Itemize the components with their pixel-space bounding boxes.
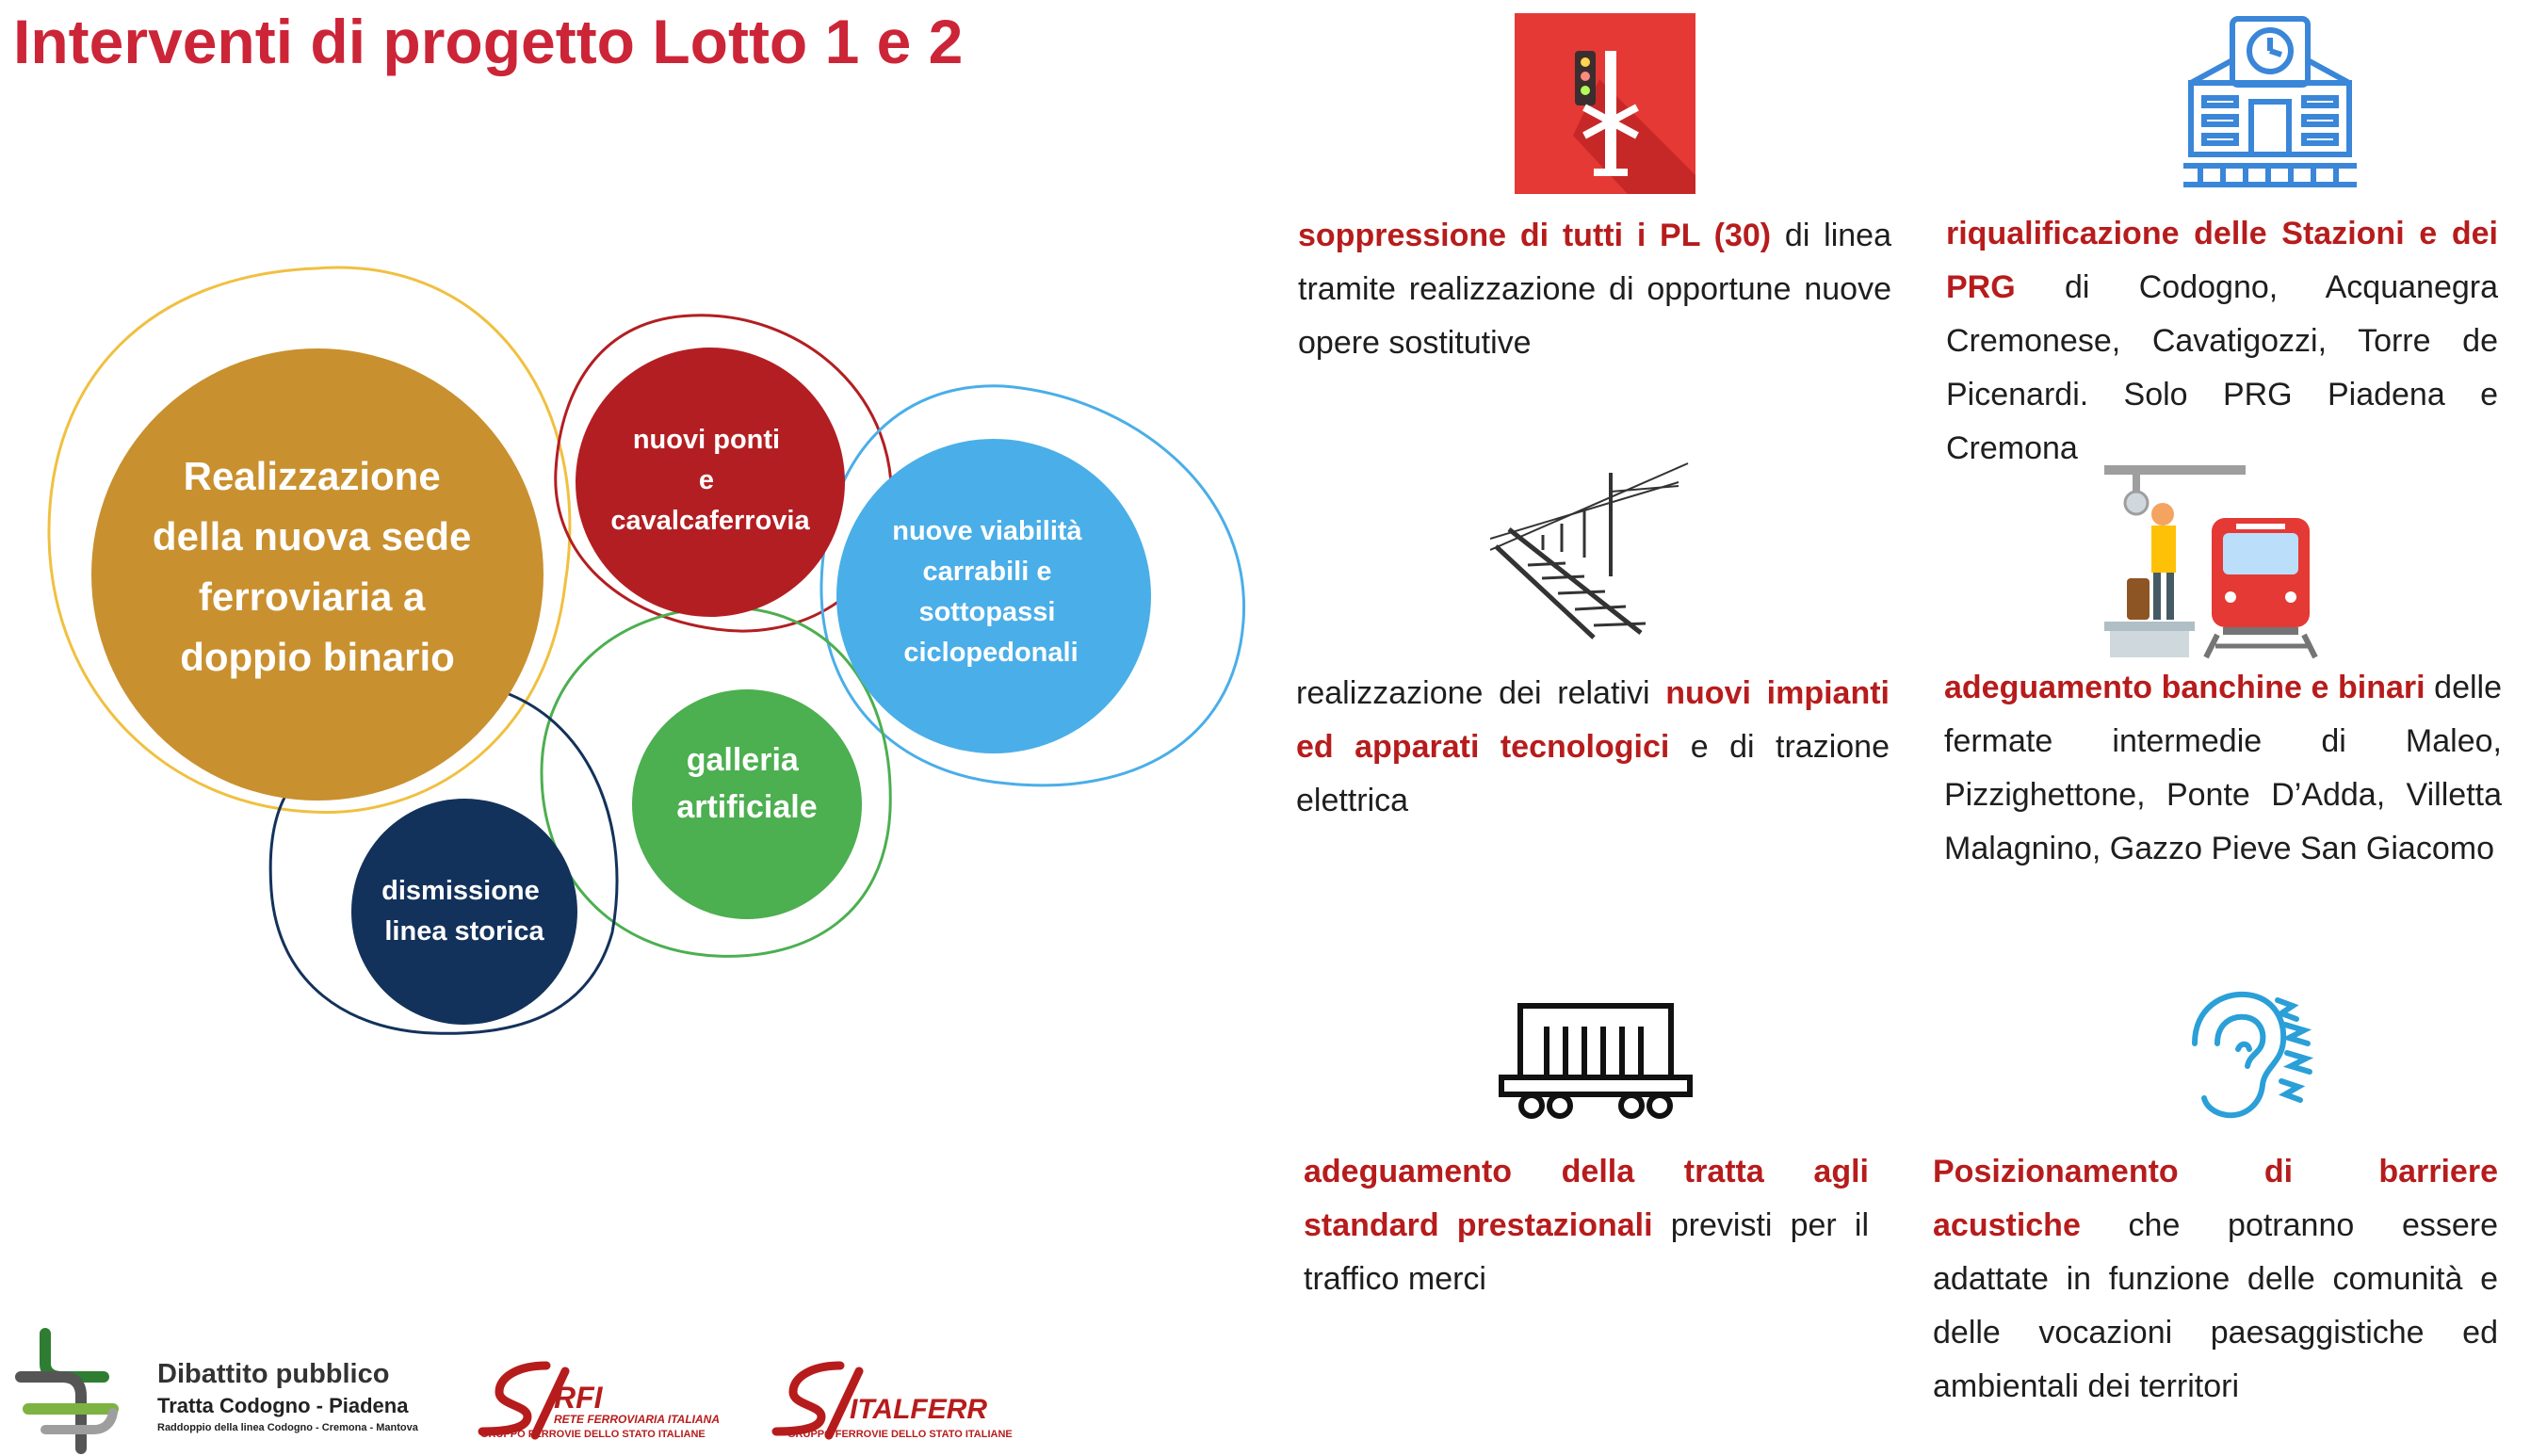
platforms-body: delle fermate intermedie di Maleo, Pizzighettone, Ponte D’Adda, Villetta Malagnino, Gazzo Pieve San Giacomo (1944, 670, 2502, 866)
debate-title: Dibattito pubblico (157, 1359, 390, 1389)
freight-body: previsti per il traffico merci (1304, 1207, 1870, 1297)
tunnel-circle-label: galleria artificiale (676, 742, 818, 825)
debate-subtitle-small: Raddoppio della linea Codogno - Cremona - Mantova (157, 1422, 418, 1433)
platforms-text (1944, 661, 2502, 876)
rfi-name: RFI (554, 1381, 603, 1415)
noise-text (1933, 1145, 2498, 1414)
stations-body: di Codogno, Acquanegra Cremonese, Cavatigozzi, Torre de Picenardi. Solo PRG Piadena e Cremona (1946, 269, 2498, 466)
level-crossing-signal-icon (1515, 13, 1695, 194)
noise-highlight: Posizionamento di barriere acustiche (1933, 1154, 2498, 1243)
station-building-icon (2178, 8, 2362, 192)
rfi-group: GRUPPO FERROVIE DELLO STATO ITALIANE (480, 1429, 706, 1440)
rfi-logo-mark (482, 1366, 565, 1435)
debate-logo-mark (21, 1334, 113, 1448)
bubble-diagram (0, 0, 1281, 1055)
plants-pre: realizzazione dei relativi (1296, 675, 1666, 711)
decommission-circle (351, 799, 577, 1025)
ear-noise-icon (2172, 987, 2323, 1124)
stations-highlight: riqualificazione delle Stazioni e dei PRG (1946, 216, 2498, 305)
plants-body: e di trazione elettrica (1296, 729, 1890, 818)
pl-suppression-highlight: soppressione di tutti i PL (30) (1298, 218, 1772, 253)
plants-text (1296, 667, 1890, 828)
roads-circle (836, 439, 1151, 753)
page-title: Interventi di progetto Lotto 1 e 2 (13, 7, 964, 76)
railway-catenary-icon (1490, 445, 1697, 642)
train-platform-icon (2104, 465, 2321, 663)
roads-circle-label: nuove viabilità carrabili e sottopassi ciclopedonali (892, 516, 1082, 668)
freight-highlight: adeguamento della tratta agli standard prestazionali (1304, 1154, 1869, 1243)
pl-suppression-body: di linea tramite realizzazione di opportune nuove opere sostitutive (1298, 218, 1891, 361)
stations-text (1946, 207, 2498, 476)
italferr-logo-mark (776, 1366, 859, 1435)
pl-suppression-text (1298, 209, 1891, 370)
bridges-circle-label: nuovi ponti e cavalcaferrovia (610, 425, 810, 536)
debate-subtitle: Tratta Codogno - Piadena (157, 1394, 409, 1417)
rfi-subtitle: RETE FERROVIARIA ITALIANA (554, 1413, 720, 1426)
plants-highlight: nuovi impianti ed apparati tecnologici (1296, 675, 1890, 765)
italferr-group: GRUPPO FERROVIE DELLO STATO ITALIANE (787, 1429, 1013, 1440)
freight-wagon-icon (1498, 1002, 1695, 1121)
platforms-highlight: adeguamento banchine e binari (1944, 670, 2425, 705)
decommission-circle-label: dismissione linea storica (381, 876, 544, 946)
italferr-name: ITALFERR (850, 1394, 988, 1425)
noise-body: che potranno essere adattate in funzione delle comunità e delle vocazioni paesaggistiche ed ambientali dei territori (1933, 1207, 2498, 1404)
main-circle-label: Realizzazione della nuova sede ferroviaria a doppio binario (152, 454, 472, 679)
freight-text (1304, 1145, 1869, 1306)
